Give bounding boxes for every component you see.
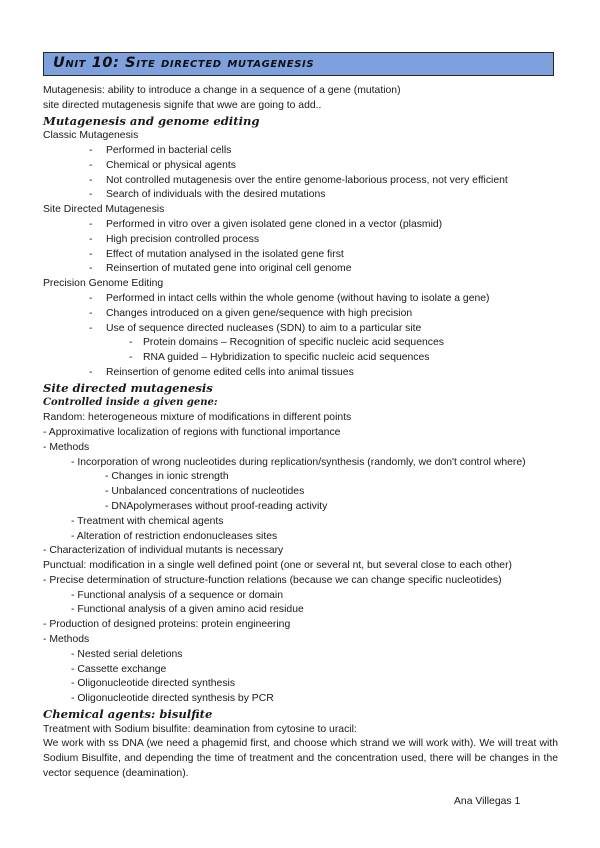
sdm-label: Site Directed Mutagenesis (43, 204, 165, 216)
list-item: - Reinsertion of mutated gene into original cell genome (43, 262, 558, 277)
intro-line: Mutagenesis: ability to introduce a change in a sequence of a gene (mutation) (43, 85, 401, 96)
unit-title-banner (43, 52, 554, 76)
text-line: - Cassette exchange (71, 663, 167, 675)
section-heading: Site directed mutagenesis (43, 380, 213, 395)
text-line: - Unbalanced concentrations of nucleotides (105, 486, 305, 498)
text-line: Treatment with Sodium bisulfite: deamination from cytosine to uracil: (43, 723, 357, 735)
sub-list-item: - Protein domains – Recognition of specific nucleic acid sequences (43, 336, 558, 351)
text-line: - Production of designed proteins: protein engineering (43, 619, 291, 631)
text-line: - Treatment with chemical agents (71, 515, 224, 527)
paragraph: We work with ss DNA (we need a phagemid first, and choose which strand we will work with). We will treat with Sodium Bisulfite, and depending the time of treatment and the concentration used, there will be changes in the vector sequence (deamination). (43, 738, 558, 780)
section-heading: Chemical agents: bisulfite (43, 707, 213, 722)
text-line: - Functional analysis of a given amino acid residue (71, 604, 304, 616)
precision-label: Precision Genome Editing (43, 278, 164, 290)
page-footer: Ana Villegas 1 (454, 796, 521, 807)
text-line: - Approximative localization of regions with functional importance (43, 426, 341, 438)
list-item: - Performed in bacterial cells (43, 144, 558, 159)
list-item: - Reinsertion of genome edited cells into animal tissues (43, 366, 558, 381)
text-line: - Incorporation of wrong nucleotides during replication/synthesis (randomly, we don't control where) (71, 456, 526, 468)
text-line: - Oligonucleotide directed synthesis by PCR (71, 693, 274, 705)
text-line: - DNApolymerases without proof-reading activity (105, 500, 328, 512)
text-line: - Methods (43, 634, 90, 646)
unit-title: Unit 10: Site directed mutagenesis (53, 55, 315, 71)
text-line: - Functional analysis of a sequence or domain (71, 589, 283, 601)
sub-list-item: - RNA guided – Hybridization to specific nucleic acid sequences (43, 351, 558, 366)
classic-label: Classic Mutagenesis (43, 130, 139, 142)
text-line: Punctual: modification in a single well defined point (one or several nt, but several close to each other) (43, 560, 512, 572)
text-line: - Characterization of individual mutants is necessary (43, 545, 284, 557)
section-heading: Mutagenesis and genome editing (43, 113, 260, 128)
list-item: - Chemical or physical agents (43, 159, 558, 174)
text-line: - Alteration of restriction endonucleases sites (71, 530, 278, 542)
intro-line: site directed mutagenesis signife that wwe are going to add.. (43, 99, 322, 111)
text-line: - Nested serial deletions (71, 648, 183, 660)
subsection-heading: Controlled inside a given gene: (43, 397, 218, 409)
document-body (43, 84, 558, 782)
list-item: - High precision controlled process (43, 233, 558, 248)
list-item: - Search of individuals with the desired mutations (43, 188, 558, 203)
list-item: - Performed in intact cells within the whole genome (without having to isolate a gene) (43, 292, 558, 307)
text-line: - Methods (43, 441, 90, 453)
text-line: - Changes in ionic strength (105, 471, 229, 483)
list-item: - Effect of mutation analysed in the isolated gene first (43, 248, 558, 263)
text-line: Random: heterogeneous mixture of modifications in different points (43, 412, 352, 424)
list-item: - Changes introduced on a given gene/sequence with high precision (43, 307, 558, 322)
list-item: - Use of sequence directed nucleases (SDN) to aim to a particular site (43, 322, 558, 337)
list-item: - Not controlled mutagenesis over the entire genome-laborious process, not very efficient (43, 174, 558, 189)
list-item: - Performed in vitro over a given isolated gene cloned in a vector (plasmid) (43, 218, 558, 233)
text-line: - Precise determination of structure-function relations (because we can change specific nucleotides) (43, 574, 502, 586)
text-line: - Oligonucleotide directed synthesis (71, 678, 236, 690)
